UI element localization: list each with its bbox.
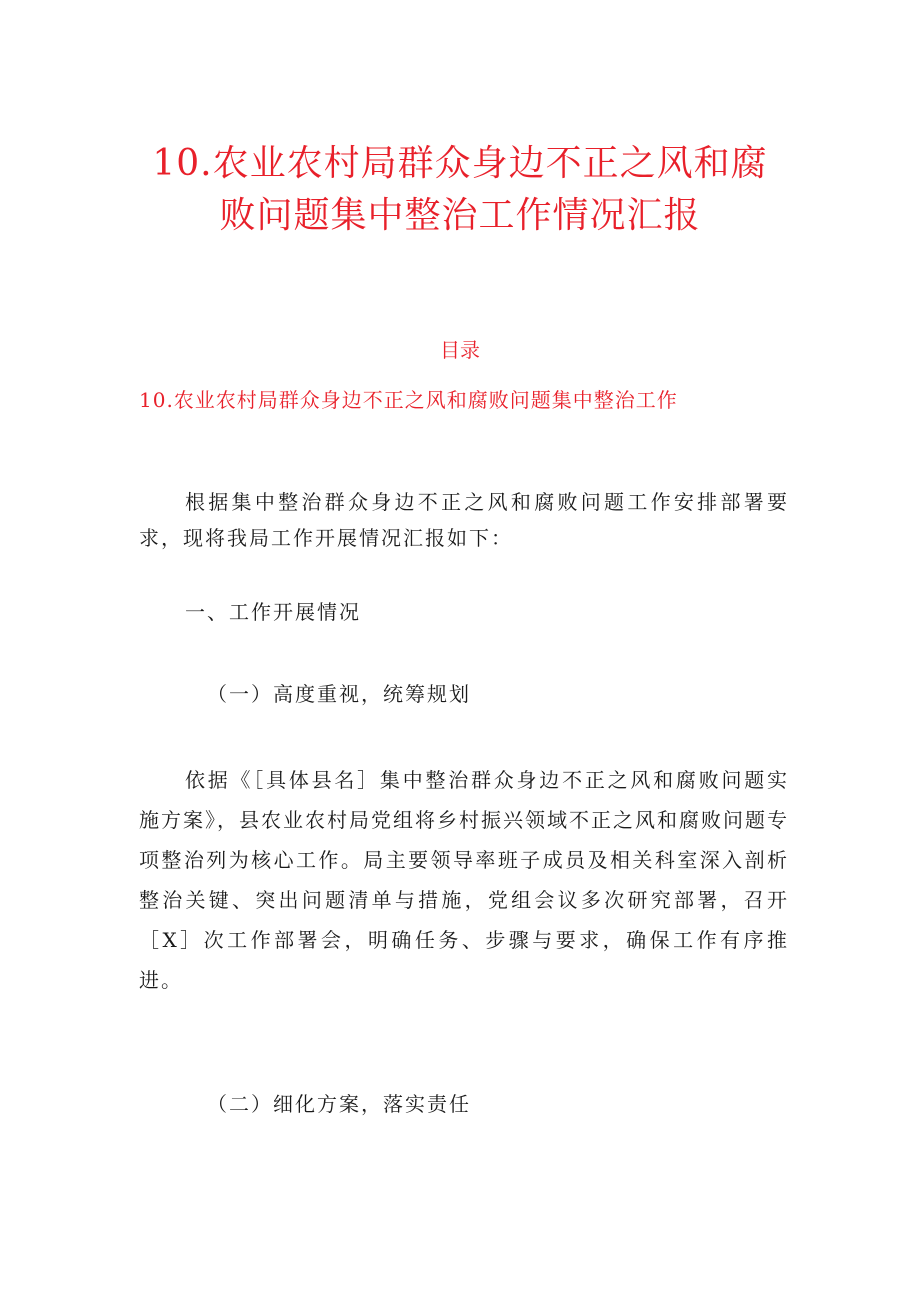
- toc-item-link[interactable]: 10.农业农村局群众身边不正之风和腐败问题集中整治工作: [139, 388, 678, 412]
- document-title-line-1: 10.农业农村局群众身边不正之风和腐: [152, 143, 768, 184]
- subsection-1-body: 依据《［具体县名］集中整治群众身边不正之风和腐败问题实施方案》，县农业农村局党组将乡村振兴领域不正之风和腐败问题专项整治列为核心工作。局主要领导率班子成员及相关科室深入剖析整治关键、突出问题清单与措施，党组会议多次研究部署，召开［X］次工作部署会，明确任务、步骤与要求，确保工作有序推进。: [139, 768, 789, 992]
- subsection-2-heading: （二）细化方案，落实责任: [207, 1092, 471, 1116]
- toc-heading: 目录: [440, 338, 480, 362]
- intro-paragraph: 根据集中整治群众身边不正之风和腐败问题工作安排部署要求，现将我局工作开展情况汇报如下：: [139, 490, 789, 550]
- document-title: [100, 138, 820, 242]
- subsection-1-heading: （一）高度重视，统筹规划: [207, 682, 471, 706]
- section-1-heading: 一、工作开展情况: [185, 600, 361, 624]
- document-title-line-2: 败问题集中整治工作情况汇报: [219, 195, 701, 236]
